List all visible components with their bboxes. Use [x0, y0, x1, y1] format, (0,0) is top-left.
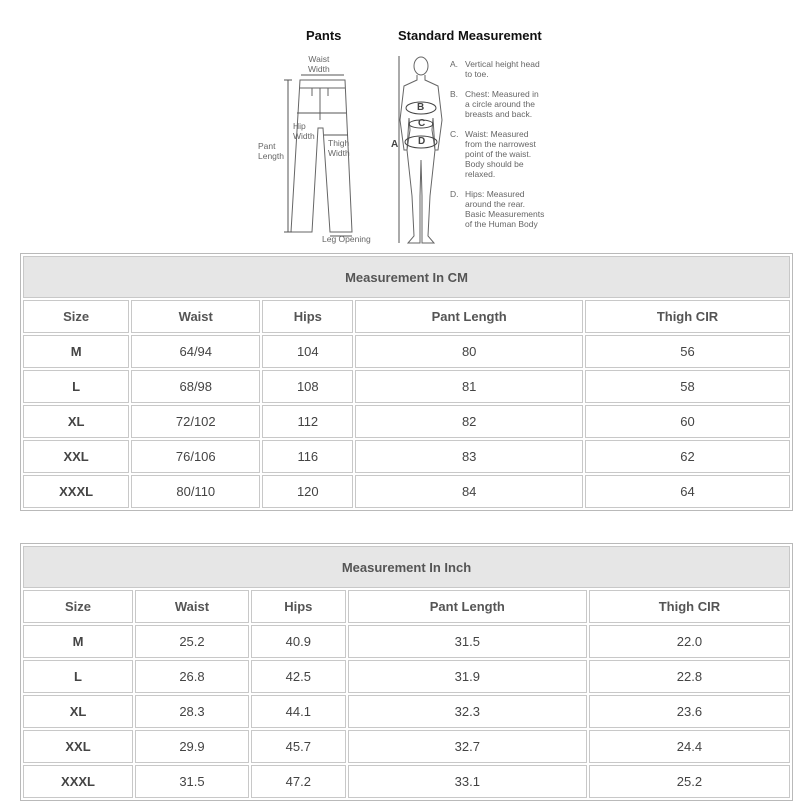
thigh-width-label: Thigh Width	[328, 138, 350, 158]
table-row	[23, 440, 790, 473]
waist-cell: 80/110	[131, 475, 260, 508]
thigh-cir-cell: 56	[585, 335, 790, 368]
size-cell: XXXL	[23, 475, 129, 508]
size-cell: XXL	[23, 730, 133, 763]
waist-cell: 28.3	[135, 695, 249, 728]
body-letter-c: C	[418, 118, 426, 129]
waist-cell: 26.8	[135, 660, 249, 693]
inch-header-row	[23, 590, 790, 623]
note-b: B. Chest: Measured in a circle around the breasts and back.	[450, 89, 539, 119]
thigh-cir-cell: 23.6	[589, 695, 790, 728]
waist-width-label: Waist Width	[308, 54, 330, 74]
size-cell: XXXL	[23, 765, 133, 798]
cm-size-table	[20, 253, 793, 511]
column-header: Thigh CIR	[589, 590, 790, 623]
size-cell: L	[23, 660, 133, 693]
hips-cell: 42.5	[251, 660, 346, 693]
thigh-cir-cell: 64	[585, 475, 790, 508]
hips-cell: 104	[262, 335, 353, 368]
measurement-diagram	[0, 0, 800, 250]
body-letter-a: A	[391, 139, 399, 150]
column-header: Pant Length	[355, 300, 583, 333]
pant-length-cell: 31.5	[348, 625, 587, 658]
size-cell: XL	[23, 405, 129, 438]
hips-cell: 116	[262, 440, 353, 473]
note-a: A. Vertical height head to toe.	[450, 59, 540, 79]
body-letter-b: B	[417, 102, 425, 113]
body-letter-d: D	[418, 136, 426, 147]
column-header: Pant Length	[348, 590, 587, 623]
cm-header-row	[23, 300, 790, 333]
table-row	[23, 730, 790, 763]
table-row	[23, 765, 790, 798]
column-header: Hips	[251, 590, 346, 623]
thigh-cir-cell: 22.8	[589, 660, 790, 693]
pant-length-cell: 83	[355, 440, 583, 473]
waist-cell: 29.9	[135, 730, 249, 763]
inch-size-table	[20, 543, 793, 801]
table-row	[23, 335, 790, 368]
thigh-cir-cell: 25.2	[589, 765, 790, 798]
pant-length-cell: 31.9	[348, 660, 587, 693]
thigh-cir-cell: 62	[585, 440, 790, 473]
pant-length-label: Pant Length	[258, 141, 284, 161]
waist-cell: 25.2	[135, 625, 249, 658]
note-c: C. Waist: Measured from the narrowest point of the waist. Body should be relaxed.	[450, 129, 536, 179]
table-row	[23, 405, 790, 438]
hips-cell: 47.2	[251, 765, 346, 798]
note-d: D. Hips: Measured around the rear. Basic Measurements of the Human Body	[450, 189, 545, 229]
table-row	[23, 660, 790, 693]
pants-title: Pants	[306, 28, 342, 43]
pant-length-cell: 33.1	[348, 765, 587, 798]
cm-table-title: Measurement In CM	[23, 256, 790, 298]
thigh-cir-cell: 58	[585, 370, 790, 403]
pant-length-cell: 32.7	[348, 730, 587, 763]
pant-length-cell: 84	[355, 475, 583, 508]
standard-measurement-title: Standard Measurement	[398, 28, 542, 43]
column-header: Waist	[135, 590, 249, 623]
column-header: Size	[23, 300, 129, 333]
waist-cell: 68/98	[131, 370, 260, 403]
column-header: Thigh CIR	[585, 300, 790, 333]
hips-cell: 45.7	[251, 730, 346, 763]
pant-length-cell: 32.3	[348, 695, 587, 728]
column-header: Waist	[131, 300, 260, 333]
waist-cell: 64/94	[131, 335, 260, 368]
pant-length-cell: 81	[355, 370, 583, 403]
pant-length-cell: 82	[355, 405, 583, 438]
table-row	[23, 695, 790, 728]
column-header: Size	[23, 590, 133, 623]
table-row	[23, 475, 790, 508]
thigh-cir-cell: 60	[585, 405, 790, 438]
column-header: Hips	[262, 300, 353, 333]
waist-cell: 31.5	[135, 765, 249, 798]
table-row	[23, 370, 790, 403]
hips-cell: 40.9	[251, 625, 346, 658]
pant-length-cell: 80	[355, 335, 583, 368]
hips-cell: 112	[262, 405, 353, 438]
leg-opening-label: Leg Opening	[322, 234, 371, 244]
waist-cell: 72/102	[131, 405, 260, 438]
hip-width-label: Hip Width	[293, 121, 315, 141]
thigh-cir-cell: 22.0	[589, 625, 790, 658]
size-cell: XXL	[23, 440, 129, 473]
table-row	[23, 625, 790, 658]
hips-cell: 120	[262, 475, 353, 508]
waist-cell: 76/106	[131, 440, 260, 473]
hips-cell: 44.1	[251, 695, 346, 728]
hips-cell: 108	[262, 370, 353, 403]
size-cell: XL	[23, 695, 133, 728]
inch-table-title: Measurement In Inch	[23, 546, 790, 588]
thigh-cir-cell: 24.4	[589, 730, 790, 763]
size-cell: M	[23, 335, 129, 368]
size-cell: L	[23, 370, 129, 403]
body-illustration	[399, 56, 442, 243]
size-cell: M	[23, 625, 133, 658]
